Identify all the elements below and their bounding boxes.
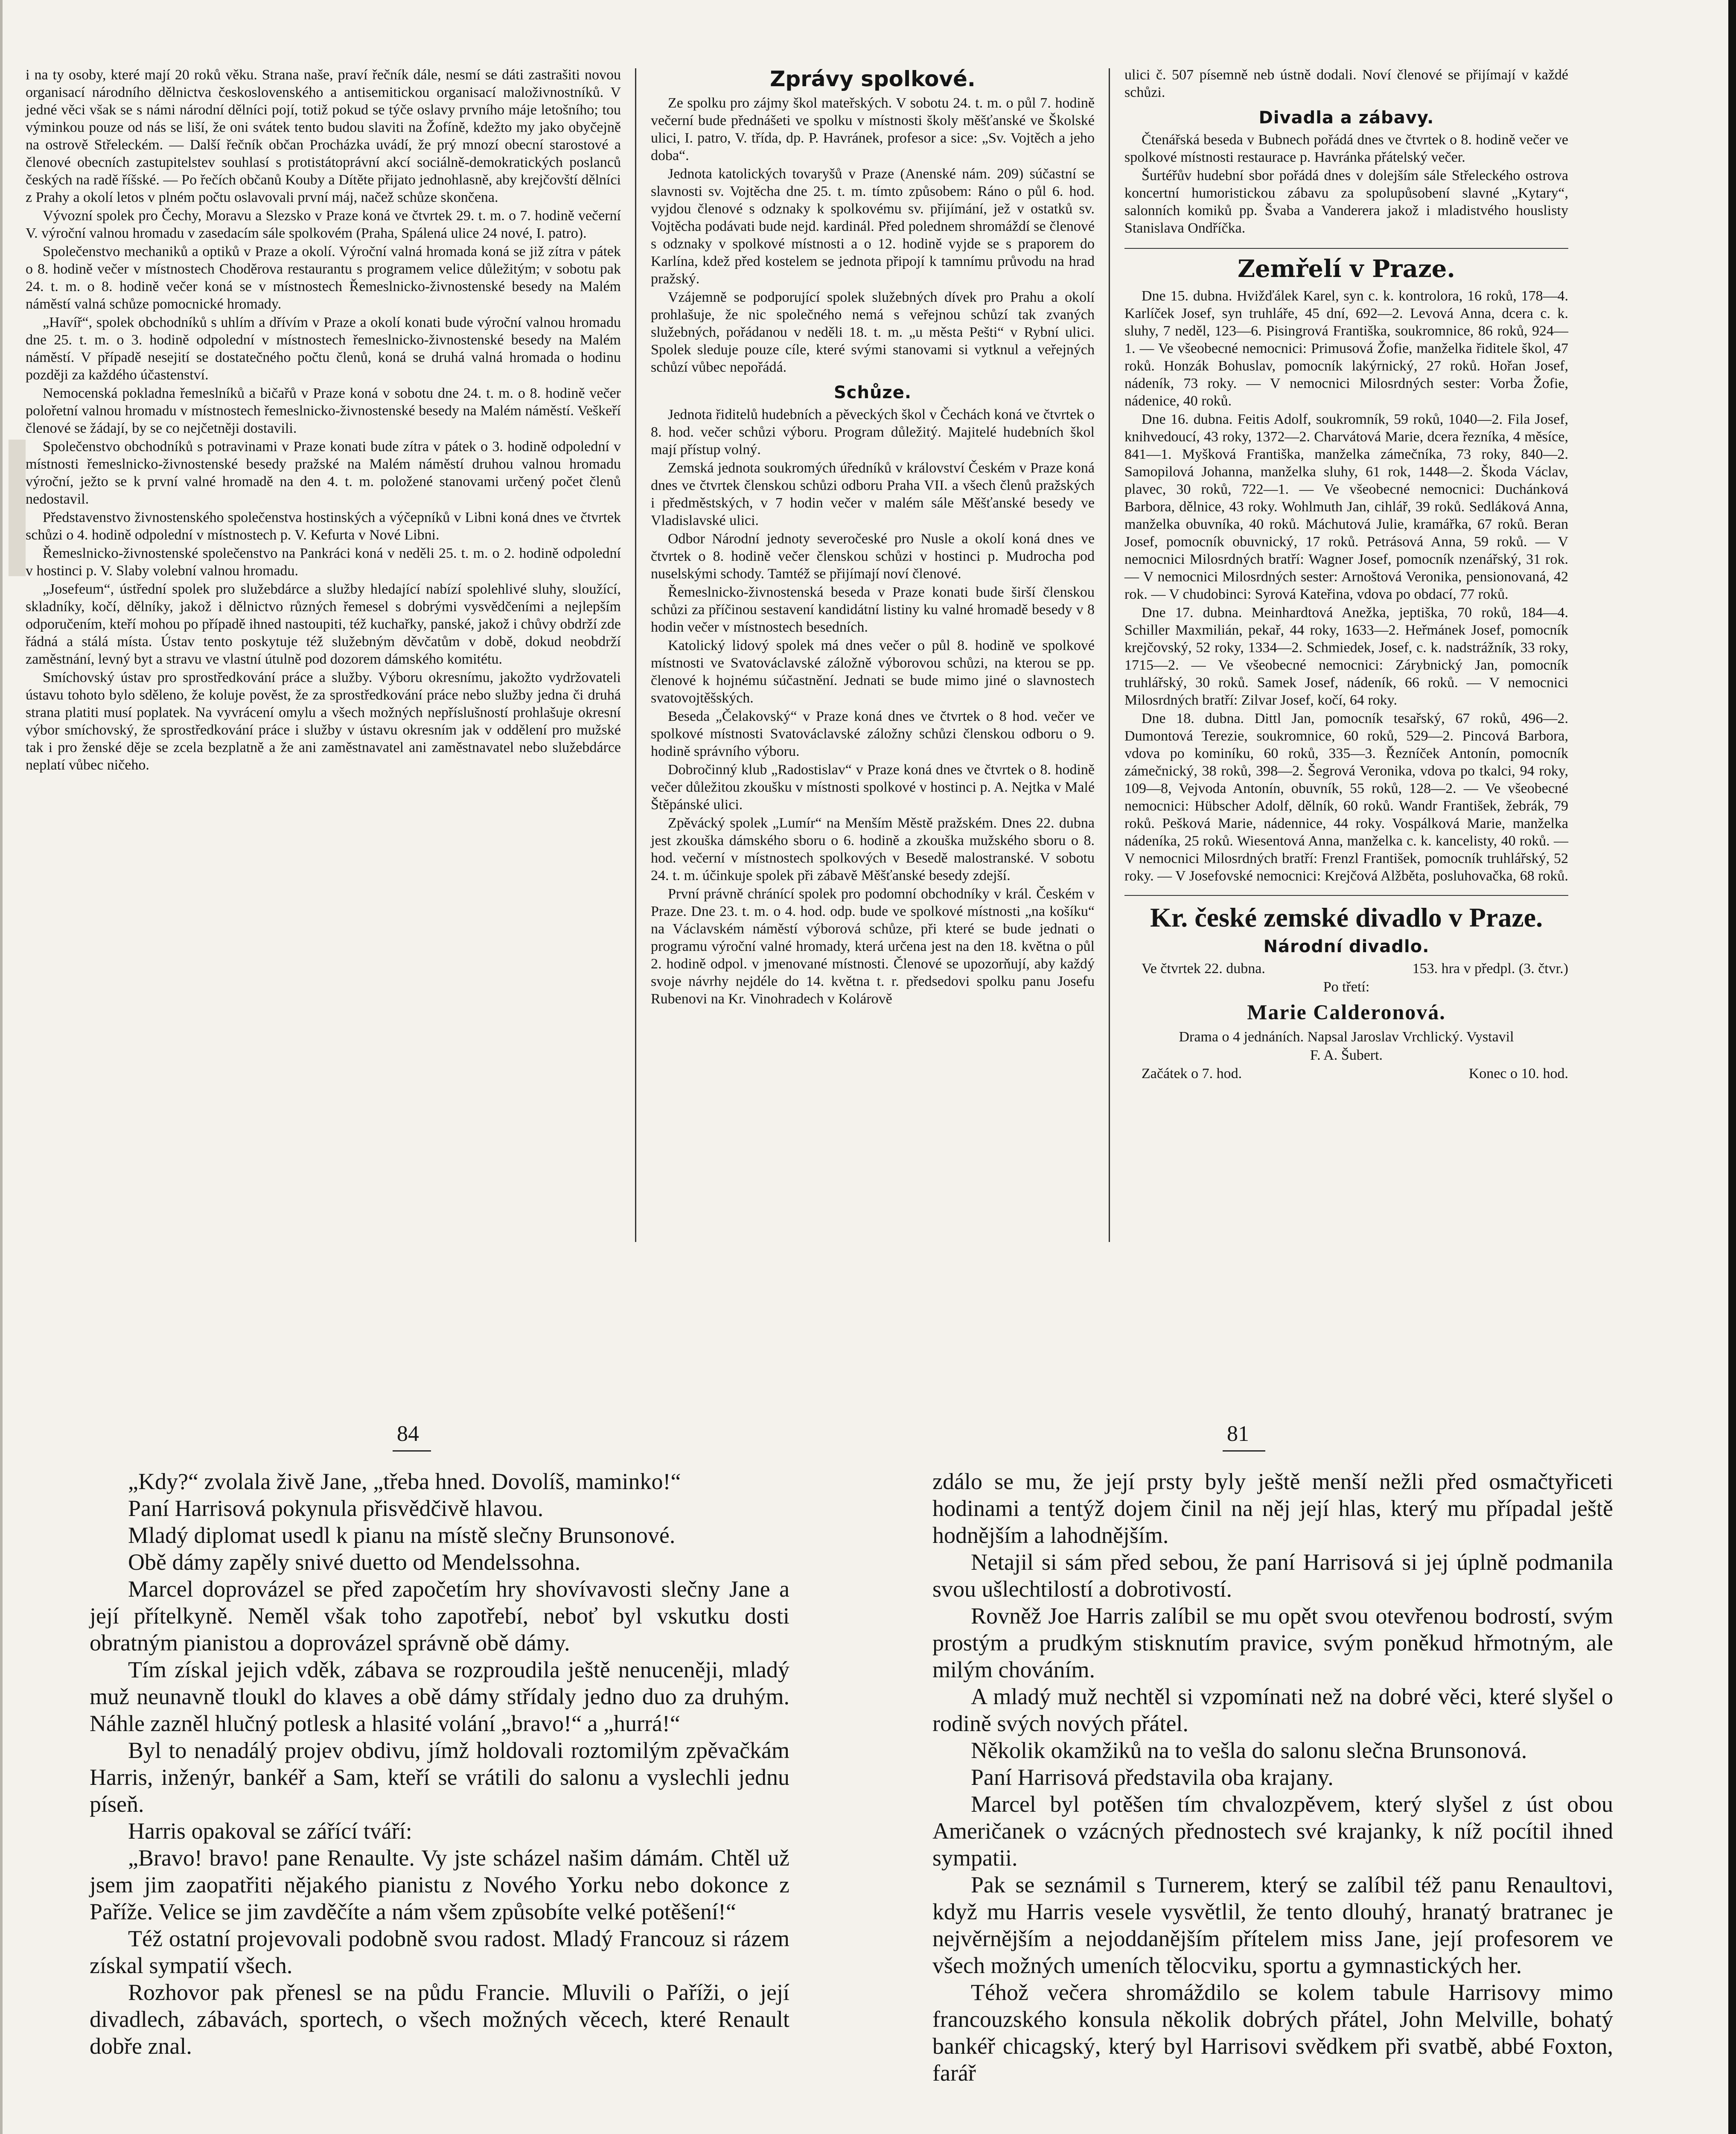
news-paragraph: Dne 16. dubna. Feitis Adolf, soukromník, 59 roků, 1040—2. Fila Josef, knihvedoucí, 43 roky, 1372—2. Charvátová Marie, dcera řezníka, 4 měsíce, 841—1. Myšková Františka, manželka zámečníka, 73 roky, 840—2. Samopilová Johanna, manželka sluhy, 61 rok, 1448—2. Škoda Václav, plavec, 30 roků, 722—1. — Ve všeobecné nemocnici: Duchánková Barbora, dělnice, 43 roky. Wohlmuth Jan, cihlář, 39 roků. Sedláková Anna, manželka obuvníka, 40 roků. Máchutová Julie, kramářka, 67 roků. Beran Josef, pomocník obuvnický, 17 roků. Petrásová Anna, 59 roků. — V nemocnici Milosrdných bratří: Wagner Josef, pomocník nzenářský, 31 rok. — V nemocnici Milosrdných sester: Arnoštová Veronika, pensionovaná, 42 rok. — V chudobinci: Syrová Kateřina, vdova po obdací, 77 roků. [1124,411,1568,602]
column-divider [1109,68,1110,1242]
news-column-3 [1124,66,1568,1083]
book-paragraph: Několik okamžiků na to vešla do salonu slečna Brunsonová. [971,1738,1527,1763]
book-paragraph: Též ostatní projevovali podobně svou radost. Mladý Francouz si rázem získal sympatií všech. [90,1926,789,1978]
news-paragraph: Dobročinný klub „Radostislav“ v Praze koná dnes ve čtvrtek o 8. hodině večer důležitou zkoušku v místnosti spolkové v hostinci p. A. Nejtka v Malé Štěpánské ulici. [651,762,1095,813]
book-paragraph: Tím získal jejich vděk, zábava se rozproudila ještě nenuceněji, mladý muž neunavně tloukl do klaves a obě dámy střídaly jedno duo za druhým. Náhle zazněl hlučný potlesk a hlasité volání „bravo!“ a „hurrá!“ [90,1657,789,1736]
book-paragraph: „Kdy?“ zvolala živě Jane, „třeba hned. Dovolíš, maminko!“ [128,1469,681,1494]
theatre-description: Drama o 4 jednáních. Napsal Jaroslav Vrchlický. Vystavil [1179,1029,1514,1045]
theatre-title: Kr. české zemské divadlo v Praze. [1124,895,1568,933]
news-paragraph: Dne 15. dubna. Hvižďálek Karel, syn c. k. kontrolora, 16 roků, 178—4. Karlíček Josef, syn truhláře, 45 dní, 692—2. Levová Anna, dcera c. k. sluhy, 7 neděl, 123—6. Pisingrová Františka, soukromnice, 86 roků, 924—1. — Ve všeobecné nemocnici: Primusová Žofie, manželka řiditele škol, 47 roků. Honzák Bohuslav, pomocník lakýrnický, 27 roků. Hořan Josef, nádeník, 73 roky. — V nemocnici Milosrdných sester: Vorba Žofie, nádenice, 40 roků. [1124,288,1568,409]
news-paragraph: Odbor Národní jednoty severočeské pro Nusle a okolí koná dnes ve čtvrtek o 8. hodině večer členskou schůzi v hostinci p. Mudrocha pod nuselskými schody. Tamtéž se přijímají noví členové. [651,531,1095,582]
book-paragraph: Téhož večera shromáždilo se kolem tabule Harrisovy mimo francouzského konsula několik dobrých přátel, John Melville, bohatý bankéř chicagský, který byl Harrisovi svědkem při svatbě, abbé Foxton, farář [932,1979,1613,2086]
section-heading-deceased: Zemřelí v Praze. [1124,248,1568,283]
news-paragraph: „Havíř“, spolek obchodníků s uhlím a dřívím v Praze a okolí konati bude výroční valnou hromadu dne 25. t. m. o 3. hodině odpolední v místnostech řemeslnicko-živnostenské besedy na Malém náměstí. V případě nesejití se dostatečného počtu členů, koná se druhá valná hromada o hodinu později za každého účastenství. [26,315,621,383]
left-page-number: 84 [397,1422,419,1446]
book-paragraph: Obě dámy zapěly snivé duetto od Mendelssohna. [128,1549,581,1575]
news-paragraph: Představenstvo živnostenského společenstva hostinských a výčepníků v Libni koná dnes ve čtvrtek schůzi o 4. hodině odpolední v místnostech p. V. Kefurta v Nové Libni. [26,510,621,543]
news-paragraph: ulici č. 507 písemně neb ústně dodali. Noví členové se přijímají v každé schůzi. [1124,67,1568,100]
news-paragraph: První právně chránící spolek pro podomní obchodníky v král. Českém v Praze. Dne 23. t. m. o 4. hod. odp. bude ve spolkové místnosti „na košíku“ na Václavském náměstí výborová schůze, při které se bude jednati o programu výroční valné hromady, která určena jest na den 18. května o půl 2. hodině odpol. v jmenované místnosti. Členové se upozorňují, aby každý svoje návrhy nejdéle do 14. května t. r. předsedovi spolku panu Josefu Rubenovi na Kr. Vinohradech v Kolárově [651,886,1095,1007]
news-paragraph: Dne 17. dubna. Meinhardtová Anežka, jeptiška, 70 roků, 184—4. Schiller Maxmilián, pekař, 44 roky, 1633—2. Heřmánek Josef, pomocník krejčovský, 52 roky, 1334—2. Schmiedek, Josef, c. k. nadstrážník, 33 roky, 1715—2. — Ve všeobecné nemocnici: Zárybnický Jan, pomocník truhlářský, 30 roků. Samek Josef, nádeník, 66 roků. — V nemocnici Milosrdných bratří: Zilvar Josef, kočí, 64 roky. [1124,605,1568,708]
news-paragraph: Nemocenská pokladna řemeslníků a bičařů v Praze koná v sobotu dne 24. t. m. o 8. hodině večer polořetní valnou hromadu v místnostech řemeslnicko-živnostenské besedy na Malém náměstí. Veškeří členové se žádají, by se co nejčetněji dostavili. [26,385,621,436]
book-paragraph: Harris opakoval se zářící tváří: [128,1818,412,1844]
news-column-1 [26,66,621,775]
book-paragraph: Netajil si sám před sebou, že paní Harrisová si jej úplně podmanila svou ušlechtilostí a dobrotivostí. [932,1549,1613,1602]
book-paragraph: Pak se seznámil s Turnerem, který se zalíbil též panu Renaultovi, když mu Harris vesele vysvětlil, že tento dlouhý, hranatý bratranec je nejvěrnějším a nejoddanějším přítelem miss Jane, její profesorem ve všech možných umeních tělocviku, sportu a gymnastických her. [932,1872,1613,1978]
news-paragraph: Zpěvácký spolek „Lumír“ na Menším Městě pražském. Dnes 22. dubna jest zkouška dámského sboru o 6. hodině a zkouška mužského sboru o 8. hod. večerní v místnostech spolkových v Besedě malostranské. V sobotu 24. t. m. účinkuje spolek při zábavě Měšťanské besedy zdejší. [651,815,1095,883]
news-paragraph: Zemská jednota soukromých úředníků v království Českém v Praze koná dnes ve čtvrtek členskou schůzi odboru Praha VII. a všech členů pražských i předměstských, v 7 hodin večer v malém sále Měšťanské besedy ve Vladislavské ulici. [651,460,1095,528]
theatre-director: F. A. Šubert. [1310,1047,1383,1063]
book-paragraph: „Bravo! bravo! pane Renaulte. Vy jste scházel našim dámám. Chtěl už jsem jim zaopatřiti nějakého pianistu z Nového Yorku nebo dokonce z Paříže. Velice se jim zavděčíte a nám všem způsobíte velké potěšení!“ [90,1845,789,1924]
book-paragraph: Paní Harrisová představila oba krajany. [971,1764,1334,1790]
news-paragraph: i na ty osoby, které mají 20 roků věku. Strana naše, praví řečník dále, nesmí se dáti zastrašiti novou organisací národního dělnictva československého a antisemitickou organisací maloživnostníků. V jedné věci však se s námi národní dělníci pojí, totiž pokud se týče oslavy prvního máje letošního; tou výminkou pouze od nás se liší, že oni svátek tento budou slaviti na Žofíně, kdežto my jako obyčejně na ostrově Střeleckém. — Další řečník občan Procházka uvádí, že prý mnozí obecní starostové a členové obecních zastupitelstev souhlasí s protistátoprávní akcí sociálně-demokratických poslanců českých na radě říšské. — Po řečích občanů Kouby a Dítěte přijato jednohlasně, aby krejčovští dělníci z Prahy a okolí letos v plném počtu oslavovali první máj, načež schůze skončena. [26,67,621,205]
news-paragraph: Vzájemně se podporující spolek služebných dívek pro Prahu a okolí prohlašuje, že nic společného nemá s veřejnou schůzí tak zvaných služebných, pořádanou v neděli 18. t. m. „u města Pešti“ v Rybní ulici. Spolek sleduje pouze cíle, které svými stanovami si vytknul a veřejných schůzí vůbec nepořádá. [651,289,1095,375]
book-paragraph: Mladý diplomat usedl k pianu na místě slečny Brunsonové. [128,1522,676,1548]
news-paragraph: Beseda „Čelakovský“ v Praze koná dnes ve čtvrtek o 8 hod. večer ve spolkové místnosti Svatováclavské záložny schůzi členskou odboru o 9. hodině správního výboru. [651,708,1095,759]
scan-smudge [9,440,26,576]
book-paragraph: Marcel byl potěšen tím chvalozpěvem, který slyšel z úst obou Američanek o vzácných přednostech své krajanky, k níž pocítil ihned sympatii. [932,1791,1613,1871]
page-number-rule [1223,1450,1265,1452]
news-paragraph: Společenstvo obchodníků s potravinami v Praze konati bude zítra v pátek o 3. hodině odpolední v místnosti řemeslnicko-živnostenské besedy pražské na Malém náměstí druhou valnou hromadu výroční, ježto se k první valné hromadě na den 4. t. m. položené stanovami určený počet členů nedostavil. [26,439,621,507]
theatre-subscription: 153. hra v předpl. (3. čtvr.) [1412,961,1568,977]
book-left-page [90,1468,789,2060]
news-paragraph: Čtenářská beseda v Bubnech pořádá dnes ve čtvrtek o 8. hodině večer ve spolkové místnosti restaurace p. Havránka přátelský večer. [1124,132,1568,165]
book-paragraph: zdálo se mu, že její prsty byly ještě menší nežli před osmačtyřiceti hodinami a tentýž dojem činil na něj její hlas, který mu případal ještě hodnějším a lahodnějším. [932,1469,1613,1548]
theatre-start: Začátek o 7. hod. [1142,1066,1242,1082]
theatre-run: Po třetí: [1323,979,1370,995]
news-paragraph: Řemeslnicko-živnostenské společenstvo na Pankráci koná v neděli 25. t. m. o 2. hodině odpolední v hostinci p. V. Slaby volební valnou hromadu. [26,545,621,579]
right-page-number: 81 [1227,1422,1249,1446]
news-paragraph: Katolický lidový spolek má dnes večer o půl 8. hodině ve spolkové místnosti ve Svatováclavské záložně výborovou schůzi, na kterou se pp. členové k hojnému súčastnění. Jednati se bude mimo jiné o slavnostech svatovojtěšských. [651,638,1095,706]
news-paragraph: Vývozní spolek pro Čechy, Moravu a Slezsko v Praze koná ve čtvrtek 29. t. m. o 7. hodině večerní V. výroční valnou hromadu v zasedacím sále spolkovém (Praha, Spálená ulice 24 nové, I. patro). [26,208,621,241]
book-paragraph: Paní Harrisová pokynula přisvědčivě hlavou. [128,1496,544,1521]
theatre-date-line [1124,960,1568,977]
theatre-play-title: Marie Calderonová. [1247,1000,1446,1024]
news-paragraph: Společenstvo mechaniků a optiků v Praze a okolí. Výroční valná hromada koná se již zítra v pátek o 8. hodině večer v místnostech Choděrova restaurantu s programem velice důležitým; v sobotu pak 24. t. m. o 8. hodině večer koná se v místnostech Řemeslnicko-živnostenské besedy na Malém náměstí valná schůze pomocnické hromady. [26,244,621,312]
book-paragraph: Rozhovor pak přenesl se na půdu Francie. Mluvili o Paříži, o její divadlech, zábavách, sportech, o všech možných věcech, které Renault dobře znal. [90,1979,789,2059]
section-heading-club-news: Zprávy spolkové. [770,67,976,91]
book-paragraph: Marcel doprovázel se před započetím hry shovívavosti slečny Jane a její přítelkyně. Neměl však toho zapotřebí, neboť byl vskutku dosti obratným pianistou a doprovázel správně obě dámy. [90,1576,789,1656]
news-paragraph: Jednota řiditelů hudebních a pěveckých škol v Čechách koná ve čtvrtek o 8. hod. večer schůzi výboru. Program důležitý. Majitelé hudebních škol mají přístup volný. [651,407,1095,458]
theatre-times [1124,1065,1568,1082]
book-right-page [932,1468,1613,2087]
news-paragraph: Ze spolku pro zájmy škol mateřských. V sobotu 24. t. m. o půl 7. hodině večerní bude přednášeti ve spolku v místnosti školy měšťanské ve Školské ulici, I. patro, V. třída, dp. P. Havránek, profesor a sice: „Sv. Vojtěch a jeho doba“. [651,95,1095,163]
news-paragraph: Smíchovský ústav pro sprostředkování práce a služby. Výboru okresnímu, jakožto vydržovateli ústavu tohoto bylo sděleno, že koluje pověst, že za sprostředkování práce nebo služby jedna či druhá strana platiti musí poplatek. Na vyvrácení omylu a všech možných nepříslušností prohlašuje okresní výbor smíchovský, že sprostředkování práce i služby v ústavu okresním jak v oddělení pro mužské tak i pro ženské děje se zcela bezplatně a že ani zaměstnavatel ani zaměstnavatel nebo služebdárce neplatí vůbec ničeho. [26,670,621,773]
theatre-date: Ve čtvrtek 22. dubna. [1142,961,1265,977]
news-paragraph: Dne 18. dubna. Dittl Jan, pomocník tesařský, 67 roků, 496—2. Dumontová Terezie, soukromnice, 60 roků, 529—2. Pincová Barbora, vdova po kominíku, 60 roků, 335—3. Řezníček Antonín, pomocník zámečnický, 38 roků, 398—2. Šegrová Veronika, vdova po tkalci, 94 roky, 109—8, Vejvoda Antonín, obuvník, 55 roků, 128—2. — Ve všeobecné nemocnici: Hübscher Adolf, dělník, 60 roků. Wandr František, žebrák, 79 roků. Pešková Marie, nádennice, 44 roky. Vospálková Marie, manželka nádeníka, 25 roků. Wiesentová Anna, manželka c. k. kancelisty, 40 roků. — V nemocnici Milosrdných bratří: Frenzl František, pomocník truhlářský, 52 roky. — V Josefovské nemocnici: Krejčová Alžběta, posluhovačka, 68 roků. [1124,711,1568,884]
news-paragraph: Řemeslnicko-živnostenská beseda v Praze konati bude širší členskou schůzi za příčinou sestavení kandidátní listiny ku valné hromadě besedy v 8 hodin večer v místnostech besedních. [651,584,1095,635]
news-paragraph: Šurtéřův hudební sbor pořádá dnes v dolejším sále Střeleckého ostrova koncertní humoristickou zábavu za spolupůsobení slavné „Kytary“, salonních komiků pp. Švaba a Vanderera jakož i mladistvého houslisty Stanislava Ondříčka. [1124,168,1568,236]
news-column-2 [651,66,1095,1009]
news-paragraph: Jednota katolických tovaryšů v Praze (Anenské nám. 209) súčastní se slavnosti sv. Vojtěcha dne 25. t. m. tímto způsobem: Ráno o půl 6. hod. vyjdou členové s odznaky k spolkovému sv. přijímání, jež v ostatků sv. Vojtěcha podávati bude nejd. kardinál. Před polednem shromáždí se členové s odznaky v spolkové místnosti a o 12. hodině vyjde se s praporem do Karlína, kdež před kostelem se jednota připojí k tamnímu průvodu na hrad pražský. [651,166,1095,287]
news-paragraph: „Josefeum“, ústřední spolek pro služebdárce a služby hledající nabízí spolehlivé sluhy, sloužící, skladníky, kočí, dělníky, jakož i dělnictvo různých řemesel s dobrými vysvědčeními a nejlepším odporučením, kteří mohou po případě ihned nastoupiti, též kuchařky, panské, jakož i chůvy obdrží zde řádná a stálá místa. Ústav tento poskytuje též služebným děvčatům v době, dokud neobdrží zaměstnání, levný byt a stravu ve vlastní útulně pod dozorem dámského komitétu. [26,581,621,667]
book-paragraph: Byl to nenadálý projev obdivu, jímž holdovali roztomilým zpěvačkám Harris, inženýr, bankéř a Sam, kteří se vrátili do salonu a vyslechli jednu píseň. [90,1738,789,1817]
theatre-subtitle: Národní divadlo. [1263,937,1430,956]
page-number-rule [393,1450,431,1452]
section-heading-meetings: Schůze. [833,383,912,402]
column-divider [635,68,636,1242]
book-paragraph: Rovněž Joe Harris zalíbil se mu opět svou otevřenou bodrostí, svým prostým a prudkým stisknutím pravice, svým poněkud hřmotným, ale milým chováním. [932,1603,1613,1682]
book-paragraph: A mladý muž nechtěl si vzpomínati než na dobré věci, které slyšel o rodině svých nových přátel. [932,1684,1613,1736]
section-heading-theatres: Divadla a zábavy. [1258,108,1434,128]
theatre-end: Konec o 10. hod. [1468,1066,1568,1082]
